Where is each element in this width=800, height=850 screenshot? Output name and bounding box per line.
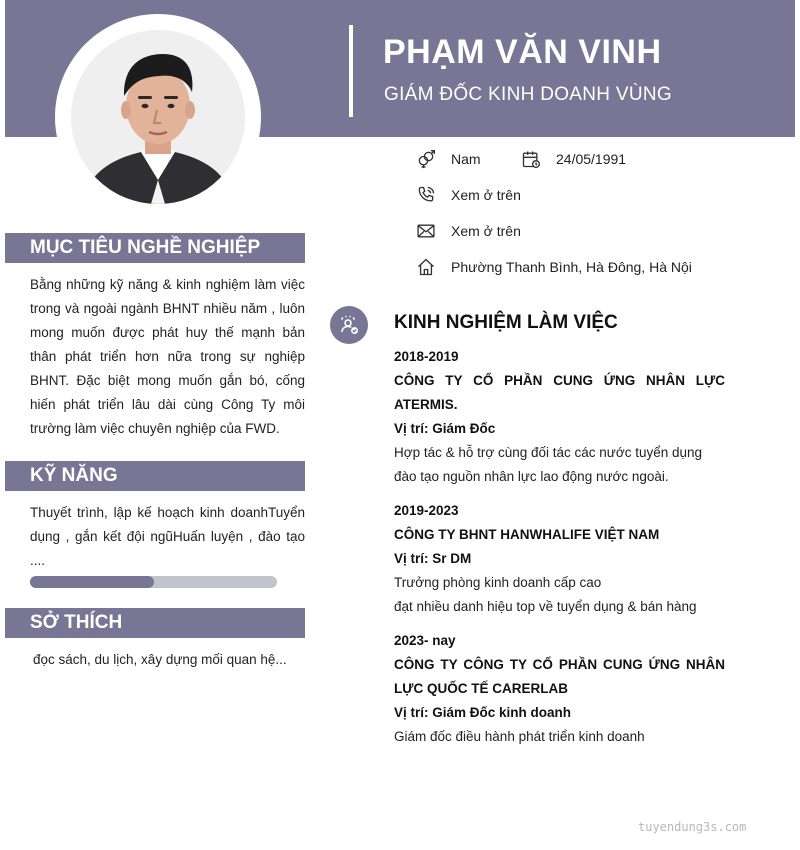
objective-heading: MỤC TIÊU NGHỀ NGHIỆP xyxy=(5,233,305,263)
home-icon xyxy=(415,256,437,278)
skill-level-bar xyxy=(30,576,277,588)
experience-list xyxy=(394,345,725,759)
candidate-title: GIÁM ĐỐC KINH DOANH VÙNG xyxy=(384,84,672,105)
experience-role: Vị trí: Sr DM xyxy=(394,551,472,566)
experience-desc: đạt nhiều danh hiệu top về tuyển dụng & bán hàng xyxy=(394,599,697,614)
experience-company: CÔNG TY BHNT HANWHALIFE VIỆT NAM xyxy=(394,527,660,542)
phone-icon xyxy=(415,184,437,206)
contact-birthday xyxy=(520,148,626,170)
objective-text: Bằng những kỹ năng & kinh nghiệm làm việc trong và ngoài ngành BHNT nhiều năm , luôn mong muốn được phát huy thế mạnh bản thân phát triển hơn nữa trong sự nghiệp BHNT. Đặc biệt mong muốn gắn bó, cống hiến phát triển lâu dài cùng Công Ty môi trường làm việc chuyên nghiệp của FWD. xyxy=(30,277,305,436)
experience-desc: Giám đốc điều hành phát triển kinh doanh xyxy=(394,729,645,744)
birthday-value: 24/05/1991 xyxy=(556,151,627,167)
email-value: Xem ở trên xyxy=(451,223,521,239)
experience-period: 2019-2023 xyxy=(394,503,459,518)
watermark: tuyendung3s.com xyxy=(638,820,747,834)
contact-address xyxy=(415,256,692,278)
experience-role: Vị trí: Giám Đốc xyxy=(394,421,496,436)
hobbies-heading: SỞ THÍCH xyxy=(5,608,305,638)
skill-level-fill xyxy=(30,576,154,588)
experience-company: CÔNG TY CÔNG TY CỔ PHẦN CUNG ỨNG NHÂN LỰC QUỐC TẾ CARERLAB xyxy=(394,657,725,696)
contact-email xyxy=(415,220,521,242)
address-value: Phường Thanh Bình, Hà Đông, Hà Nội xyxy=(451,259,692,275)
mail-icon xyxy=(415,220,437,242)
skills-heading: KỸ NĂNG xyxy=(5,461,305,491)
contact-phone xyxy=(415,184,521,206)
header-divider xyxy=(349,25,353,117)
experience-period: 2018-2019 xyxy=(394,349,459,364)
phone-value: Xem ở trên xyxy=(451,187,521,203)
experience-item xyxy=(394,345,725,489)
candidate-name: PHẠM VĂN VINH xyxy=(383,33,662,71)
gender-icon xyxy=(415,148,437,170)
contact-gender xyxy=(415,148,481,170)
calendar-icon xyxy=(520,148,542,170)
experience-period: 2023- nay xyxy=(394,633,456,648)
experience-desc: Trưởng phòng kinh doanh cấp cao xyxy=(394,575,602,590)
experience-item xyxy=(394,629,725,749)
skills-text: Thuyết trình, lập kế hoạch kinh doanhTuyển dụng , gắn kết đội ngũHuấn luyện , đào tạo .... xyxy=(30,505,305,568)
experience-item xyxy=(394,499,725,619)
avatar xyxy=(71,30,245,204)
hobbies-text: đọc sách, du lịch, xây dựng mối quan hệ... xyxy=(33,652,287,667)
experience-desc: Hợp tác & hỗ trợ cùng đối tác các nước tuyển dụng đào tạo nguồn nhân lực lao động nước ngoài. xyxy=(394,445,703,484)
experience-role: Vị trí: Giám Đốc kinh doanh xyxy=(394,705,572,720)
experience-heading: KINH NGHIỆM LÀM VIỆC xyxy=(394,312,618,333)
experience-badge-icon xyxy=(330,306,368,344)
gender-value: Nam xyxy=(451,151,481,167)
experience-company: CÔNG TY CỔ PHẦN CUNG ỨNG NHÂN LỰC ATERMIS. xyxy=(394,373,725,412)
